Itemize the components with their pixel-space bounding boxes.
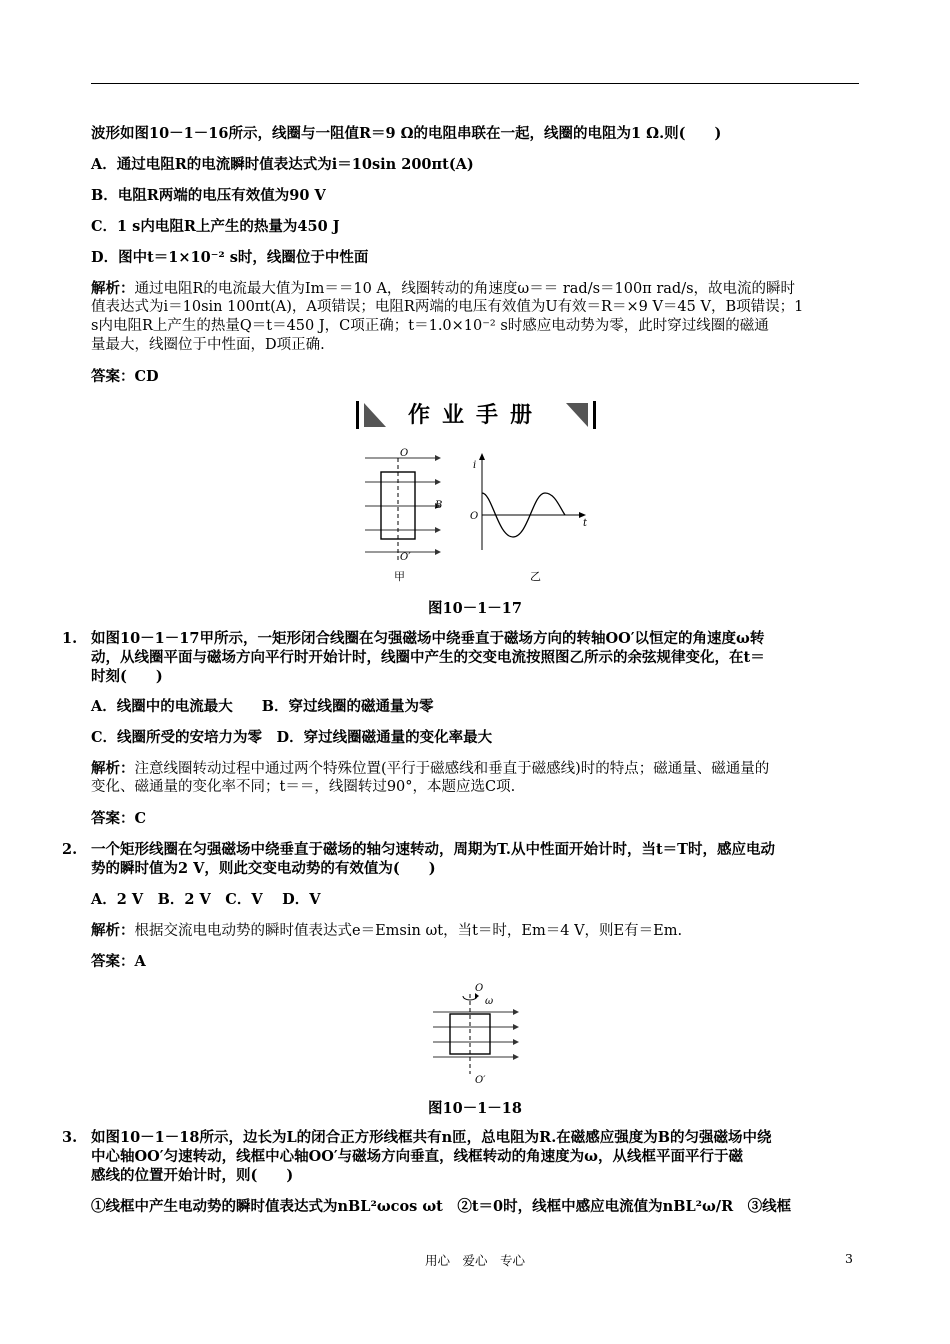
label-b: B bbox=[435, 500, 443, 511]
q2-options: A．2 V B．2 V C．V D．V bbox=[91, 891, 321, 908]
continuation-analysis-line-1: 解析：通过电阻R的电流最大值为Im＝＝10 A，线圈转动的角速度ω＝＝ rad/s＝100π rad/s，故电流的瞬时 bbox=[91, 280, 796, 297]
q3-statements: ①线框中产生电动势的瞬时值表达式为nBL²ωcos ωt ②t＝0时，线框中感应电流值为nBL²ω/R ③线框 bbox=[91, 1198, 792, 1215]
arrow-head bbox=[513, 1039, 519, 1045]
q1-stem-line-2: 动，从线圈平面与磁场方向平行时开始计时，线圈中产生的交变电流按照图乙所示的余弦规律变化，在t＝ bbox=[91, 649, 765, 666]
label-o: O bbox=[475, 983, 484, 994]
label-o-prime: O′ bbox=[475, 1075, 486, 1086]
q3-stem-line-1: 如图10－1－18所示，边长为L的闭合正方形线框共有n匝，总电阻为R.在磁感应强度为B的匀强磁场中绕 bbox=[91, 1129, 772, 1146]
arrow-head bbox=[435, 549, 441, 555]
page-footer: 用心 爱心 专心 bbox=[424, 1253, 525, 1268]
figure-left-field bbox=[365, 448, 442, 583]
q3-number: 3. bbox=[62, 1129, 78, 1146]
q2-answer: 答案：A bbox=[91, 953, 146, 970]
section-banner bbox=[356, 399, 596, 431]
q2-stem-line-1: 一个矩形线圈在匀强磁场中绕垂直于磁场的轴匀速转动，周期为T.从中性面开始计时，当t＝T时，感应电动 bbox=[91, 841, 775, 858]
label-origin: O bbox=[470, 511, 479, 522]
label-omega: ω bbox=[485, 996, 494, 1007]
arrow-head bbox=[435, 527, 441, 533]
continuation-stem: 波形如图10－1－16所示，线圈与一阻值R＝9 Ω的电阻串联在一起，线圈的电阻为1 Ω.则( ) bbox=[91, 125, 722, 142]
figure-right-graph bbox=[470, 453, 588, 583]
label-i: i bbox=[473, 460, 477, 471]
figure-10-1-18-caption: 图10－1－18 bbox=[428, 1100, 522, 1117]
q1-stem-line-1: 如图10－1－17甲所示，一矩形闭合线圈在匀强磁场中绕垂直于磁场方向的转轴OO′以恒定的角速度ω转 bbox=[91, 630, 765, 647]
continuation-answer: 答案：CD bbox=[91, 368, 159, 385]
q1-answer: 答案：C bbox=[91, 810, 147, 827]
q1-analysis-line-1: 解析：注意线圈转动过程中通过两个特殊位置(平行于磁感线和垂直于磁感线)时的特点；磁通量、磁通量的 bbox=[91, 760, 770, 777]
continuation-option-a: A．通过电阻R的电流瞬时值表达式为i＝10sin 200πt(A) bbox=[91, 156, 474, 173]
page-number: 3 bbox=[845, 1251, 853, 1266]
q3-stem-line-3: 感线的位置开始计时，则( ) bbox=[91, 1167, 294, 1184]
label-o-prime: O′ bbox=[400, 552, 411, 563]
arrow-head bbox=[513, 1054, 519, 1060]
label-o: O bbox=[400, 448, 409, 459]
continuation-option-c: C．1 s内电阻R上产生的热量为450 J bbox=[91, 218, 340, 235]
q1-analysis-line-2: 变化、磁通量的变化率不同；t＝＝，线圈转过90°，本题应选C项. bbox=[91, 779, 516, 795]
continuation-option-b: B．电阻R两端的电压有效值为90 V bbox=[91, 187, 326, 204]
q1-number: 1. bbox=[62, 630, 78, 647]
continuation-analysis-line-3: s内电阻R上产生的热量Q＝t＝450 J，C项正确；t＝1.0×10⁻² s时感应电动势为零，此时穿过线圈的磁通 bbox=[91, 318, 769, 334]
continuation-analysis-line-2: 值表达式为i＝10sin 100πt(A)，A项错误；电阻R两端的电压有效值为U有效＝R＝×9 V＝45 V，B项错误；1 bbox=[91, 299, 804, 315]
label-jia: 甲 bbox=[394, 570, 405, 583]
figure-10-1-17 bbox=[355, 448, 595, 588]
arrow-head bbox=[435, 455, 441, 461]
continuation-option-d: D．图中t＝1×10⁻² s时，线圈位于中性面 bbox=[91, 249, 369, 266]
banner-title: 作业手册 bbox=[407, 402, 544, 428]
label-yi: 乙 bbox=[530, 570, 541, 583]
arrow-head bbox=[435, 479, 441, 485]
figure-10-1-18 bbox=[425, 982, 530, 1090]
q3-stem-line-2: 中心轴OO′匀速转动，线框中心轴OO′与磁场方向垂直，线框转动的角速度为ω，从线框平面平行于磁 bbox=[91, 1148, 743, 1165]
arrow-head bbox=[513, 1024, 519, 1030]
label-t: t bbox=[583, 518, 588, 529]
q2-analysis: 解析：根据交流电电动势的瞬时值表达式e＝Emsin ωt，当t＝时，Em＝4 V，则E有＝Em. bbox=[91, 922, 683, 939]
continuation-analysis-line-4: 量最大，线圈位于中性面，D项正确. bbox=[91, 337, 325, 353]
figure-10-1-17-caption: 图10－1－17 bbox=[428, 600, 522, 617]
q2-number: 2. bbox=[62, 841, 78, 858]
header-rule bbox=[91, 83, 859, 84]
q2-stem-line-2: 势的瞬时值为2 V，则此交变电动势的有效值为( ) bbox=[91, 860, 436, 877]
q1-options-line-2: C．线圈所受的安培力为零 D．穿过线圈磁通量的变化率最大 bbox=[91, 729, 493, 746]
arrow-head bbox=[513, 1009, 519, 1015]
analysis-label: 解析： bbox=[91, 280, 135, 297]
q1-options-line-1: A．线圈中的电流最大 B．穿过线圈的磁通量为零 bbox=[91, 698, 434, 715]
analysis-label: 解析： bbox=[91, 922, 135, 939]
i-axis-arrow bbox=[479, 453, 485, 460]
square-coil bbox=[450, 1014, 490, 1054]
analysis-label: 解析： bbox=[91, 760, 135, 777]
q1-stem-line-3: 时刻( ) bbox=[91, 668, 163, 685]
